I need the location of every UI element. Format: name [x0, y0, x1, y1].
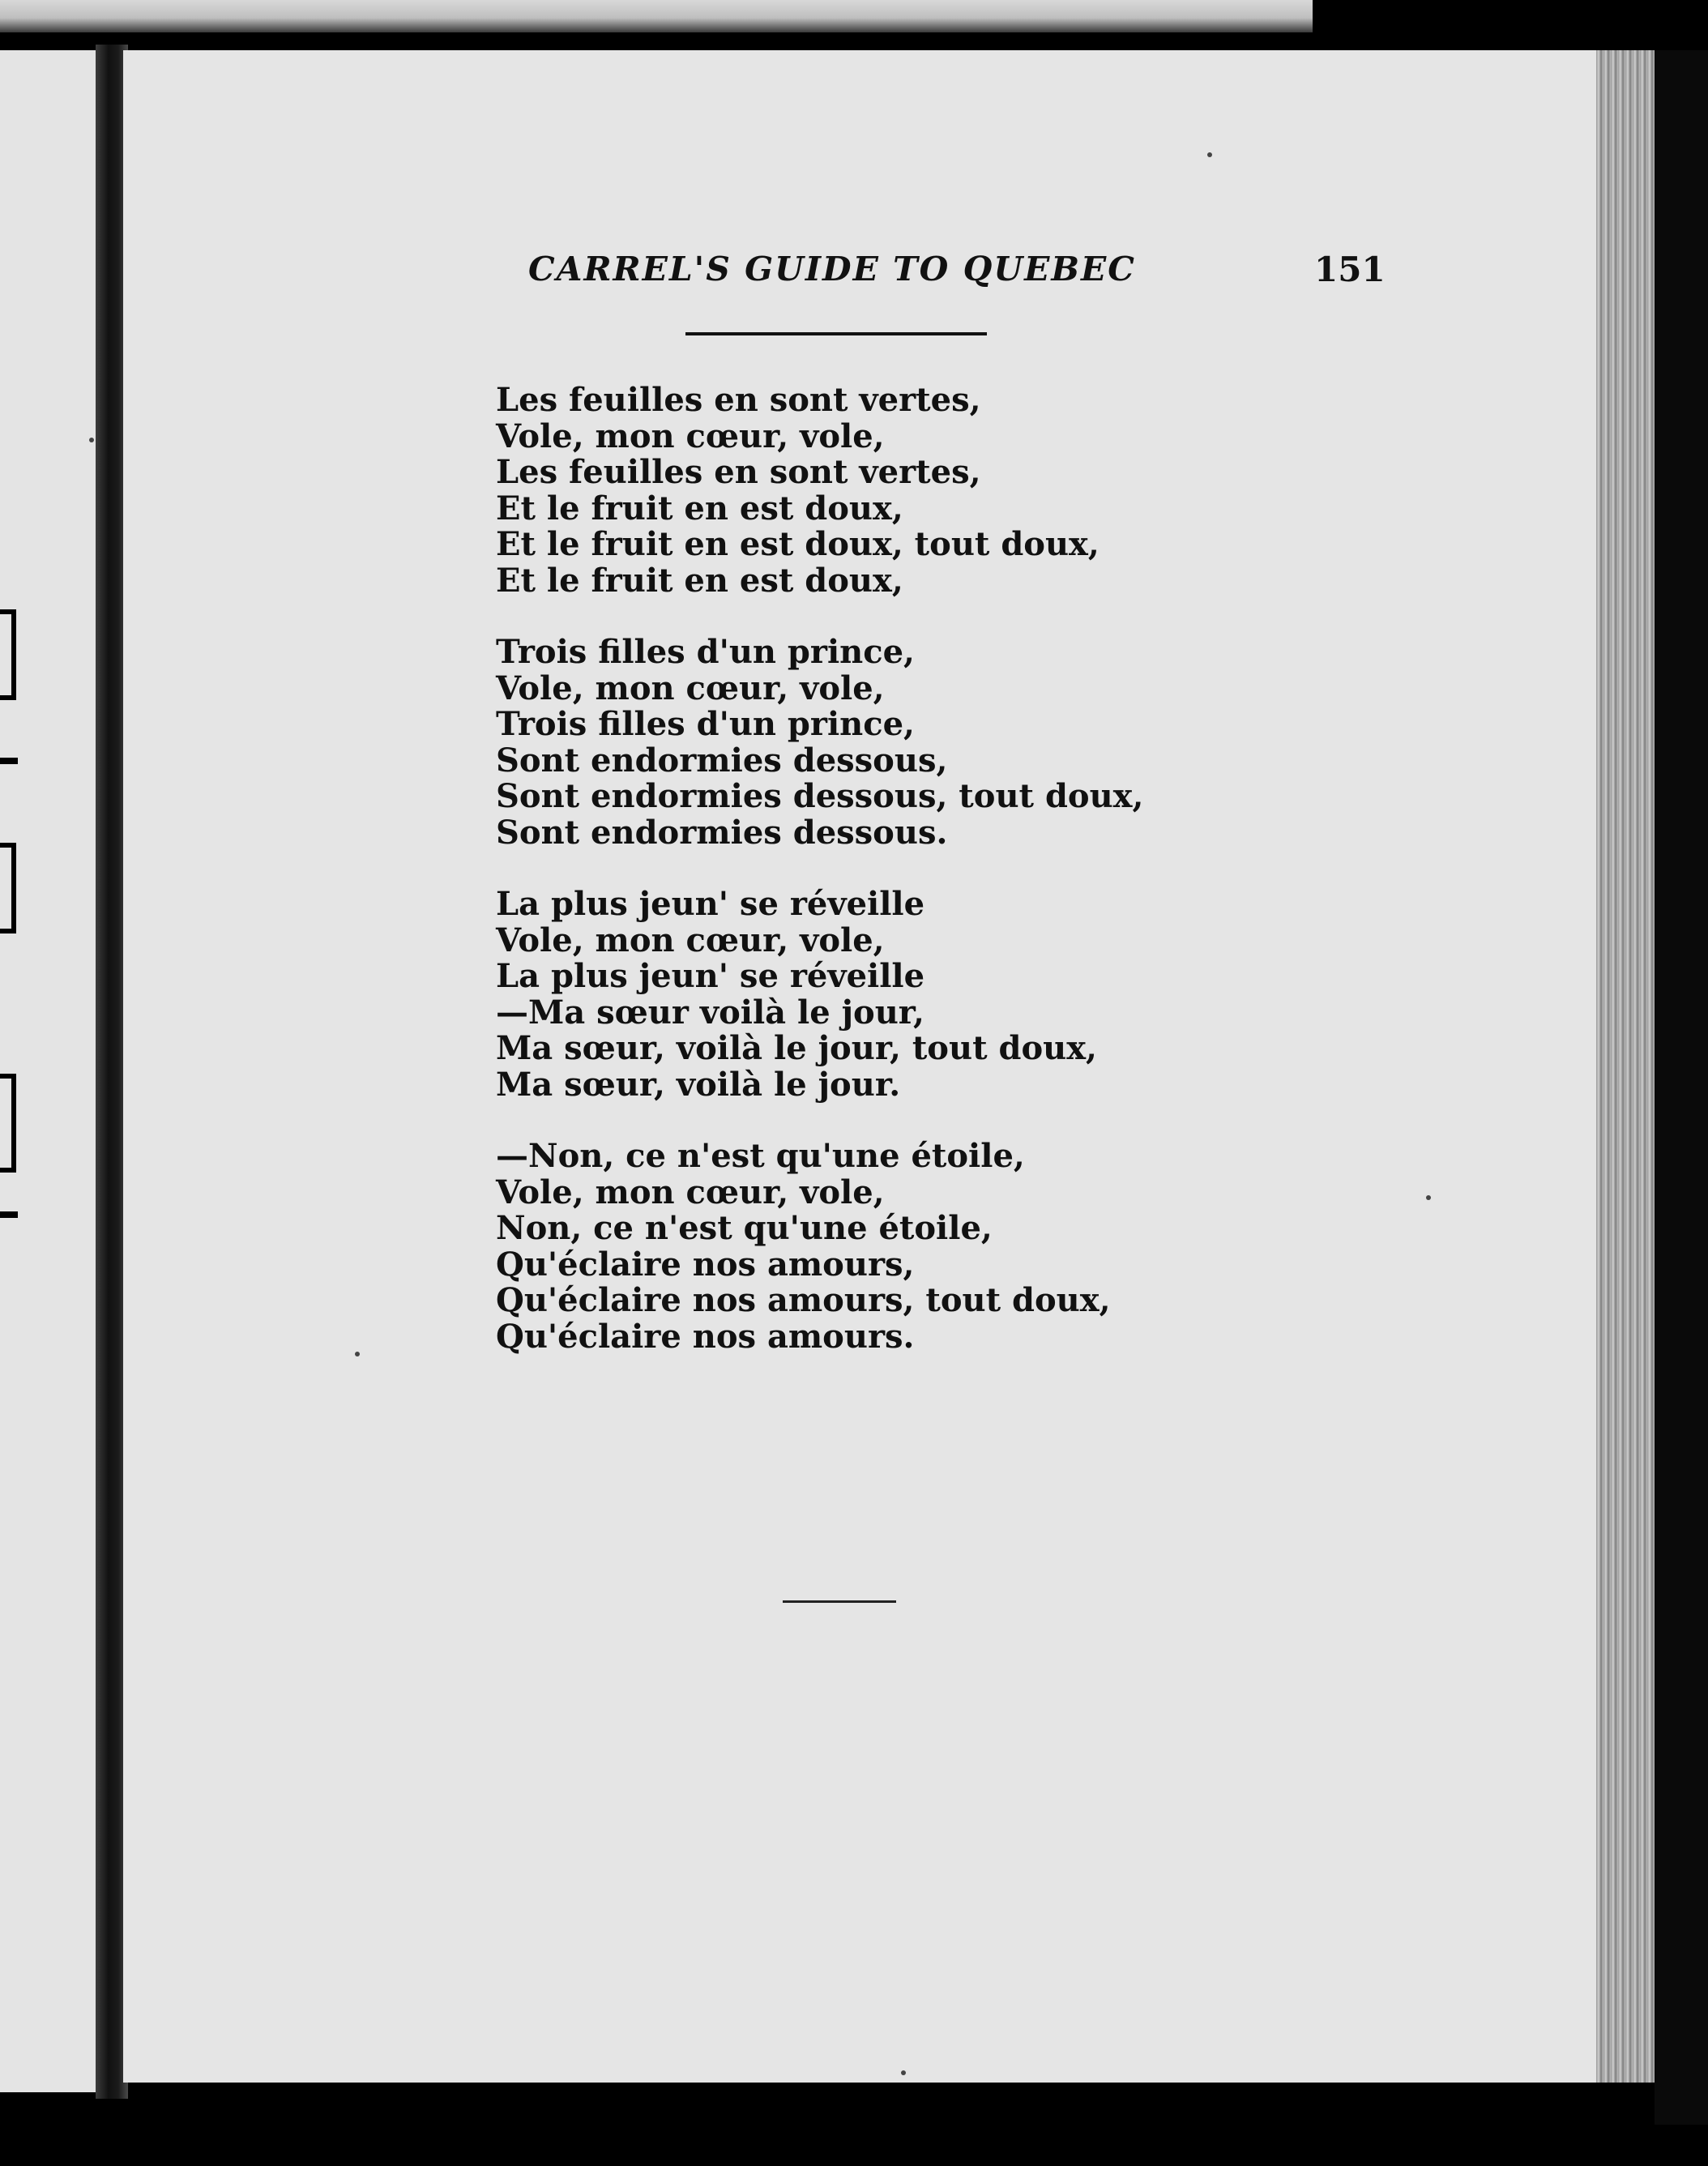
running-title: CARREL'S GUIDE TO QUEBEC: [528, 250, 1136, 288]
poem-line: Et le fruit en est doux,: [496, 561, 903, 600]
stanza-1: [496, 382, 1549, 599]
margin-tick-mark: [0, 758, 18, 764]
scan-top-strip: [0, 0, 1313, 32]
header-rule: [685, 332, 987, 335]
poem-line: Ma sœur, voilà le jour.: [496, 1065, 901, 1104]
poem-line: Les feuilles en sont vertes,: [496, 381, 981, 419]
poem-line: Vole, mon cœur, vole,: [496, 417, 885, 455]
poem-line: Ma sœur, voilà le jour, tout doux,: [496, 1029, 1097, 1067]
stanza-4: [496, 1139, 1549, 1355]
speck: [901, 2070, 906, 2075]
poem-line: Sont endormies dessous.: [496, 813, 948, 852]
page-number: 151: [1314, 250, 1386, 289]
poem-line: Vole, mon cœur, vole,: [496, 1173, 885, 1211]
margin-bracket-mark: [0, 843, 16, 933]
poem-line: Les feuilles en sont vertes,: [496, 453, 981, 491]
facing-page-edge: [0, 50, 96, 2092]
poem-line: Qu'éclaire nos amours, tout doux,: [496, 1281, 1111, 1319]
margin-tick-mark: [0, 1211, 18, 1218]
poem-line: Et le fruit en est doux, tout doux,: [496, 525, 1100, 563]
poem-line: Trois filles d'un prince,: [496, 705, 915, 743]
stanza-3: [496, 886, 1549, 1103]
speck: [1207, 152, 1212, 157]
poem-line: Vole, mon cœur, vole,: [496, 921, 885, 959]
poem-line: —Ma sœur voilà le jour,: [496, 993, 924, 1032]
poem-line: Sont endormies dessous,: [496, 741, 948, 780]
poem-line: Sont endormies dessous, tout doux,: [496, 777, 1144, 815]
poem-line: Qu'éclaire nos amours,: [496, 1245, 915, 1284]
poem-line: Vole, mon cœur, vole,: [496, 669, 885, 707]
scan-background: [1655, 50, 1708, 2125]
closing-rule: [783, 1600, 896, 1603]
stanza-2: [496, 634, 1549, 851]
poem-line: —Non, ce n'est qu'une étoile,: [496, 1137, 1025, 1175]
poem-line: Trois filles d'un prince,: [496, 633, 915, 671]
poem-line: La plus jeun' se réveille: [496, 885, 925, 923]
margin-bracket-mark: [0, 1074, 16, 1173]
poem-line: Non, ce n'est qu'une étoile,: [496, 1209, 993, 1247]
page-fore-edge: [1596, 50, 1655, 2083]
poem-line: La plus jeun' se réveille: [496, 957, 925, 995]
speck: [355, 1352, 360, 1356]
poem: [496, 382, 1549, 1391]
poem-line: Et le fruit en est doux,: [496, 489, 903, 528]
margin-bracket-mark: [0, 609, 16, 700]
poem-line: Qu'éclaire nos amours.: [496, 1317, 915, 1356]
speck: [89, 438, 94, 442]
page-header: [486, 250, 1386, 298]
